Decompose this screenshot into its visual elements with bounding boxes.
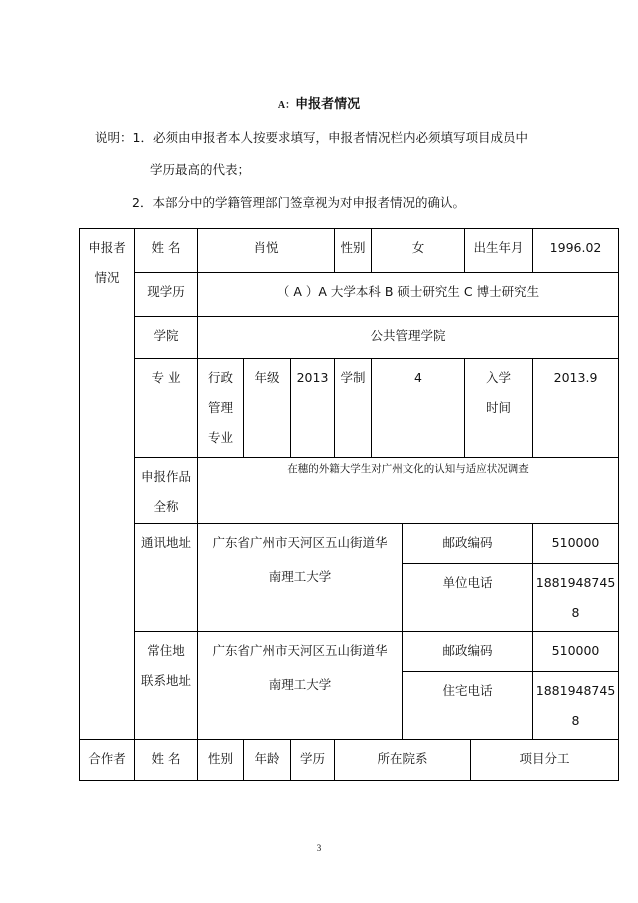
home-postcode-value: 510000 xyxy=(533,632,619,672)
gender-value: 女 xyxy=(372,229,465,273)
partner-header-gender: 性别 xyxy=(198,740,244,781)
name-label: 姓 名 xyxy=(135,229,198,273)
work-title-value: 在穗的外籍大学生对广州文化的认知与适应状况调查 xyxy=(198,458,619,524)
duration-value: 4 xyxy=(372,359,465,458)
college-label: 学院 xyxy=(135,317,198,359)
postcode-value: 510000 xyxy=(533,524,619,564)
major-label: 专 业 xyxy=(135,359,198,458)
instruction-line-2: 学历最高的代表； xyxy=(150,162,251,177)
home-postcode-label: 邮政编码 xyxy=(403,632,533,672)
education-label: 现学历 xyxy=(135,273,198,317)
partner-header-education: 学历 xyxy=(291,740,335,781)
section-title: A：申报者情况 xyxy=(277,97,361,112)
dob-value: 1996.02 xyxy=(533,229,619,273)
grade-label: 年级 xyxy=(244,359,291,458)
page-number: 3 xyxy=(316,843,322,853)
partner-header-age: 年龄 xyxy=(244,740,291,781)
work-title-label: 申报作品 全称 xyxy=(135,458,198,524)
home-address-label: 常住地 联系地址 xyxy=(135,632,198,740)
education-value: （ A ）A 大学本科 B 硕士研究生 C 博士研究生 xyxy=(198,273,619,317)
partner-header-role: 项目分工 xyxy=(471,740,619,781)
partner-header-name: 姓 名 xyxy=(135,740,198,781)
duration-label: 学制 xyxy=(335,359,372,458)
dob-label: 出生年月 xyxy=(465,229,533,273)
home-phone-value: 1881948745 8 xyxy=(533,672,619,740)
mail-address-label: 通讯地址 xyxy=(135,524,198,632)
major-value: 行政 管理 专业 xyxy=(198,359,244,458)
name-value: 肖悦 xyxy=(198,229,335,273)
gender-label: 性别 xyxy=(335,229,372,273)
mail-address-value: 广东省广州市天河区五山街道华 南理工大学 xyxy=(198,524,403,632)
partner-header-department: 所在院系 xyxy=(335,740,471,781)
applicant-section-label: 申报者 情况 xyxy=(80,229,135,740)
grade-value: 2013 xyxy=(291,359,335,458)
partner-section-label: 合作者 xyxy=(80,740,135,781)
enroll-label: 入学 时间 xyxy=(465,359,533,458)
instruction-line-3: 2．本部分中的学籍管理部门签章视为对申报者情况的确认。 xyxy=(132,195,465,210)
home-phone-label: 住宅电话 xyxy=(403,672,533,740)
enroll-value: 2013.9 xyxy=(533,359,619,458)
instruction-line-1: 说明：1．必须由申报者本人按要求填写，申报者情况栏内必须填写项目成员中 xyxy=(95,130,528,145)
work-phone-value: 1881948745 8 xyxy=(533,564,619,632)
applicant-form-table xyxy=(79,228,619,781)
home-address-value: 广东省广州市天河区五山街道华 南理工大学 xyxy=(198,632,403,740)
college-value: 公共管理学院 xyxy=(198,317,619,359)
work-phone-label: 单位电话 xyxy=(403,564,533,632)
postcode-label: 邮政编码 xyxy=(403,524,533,564)
